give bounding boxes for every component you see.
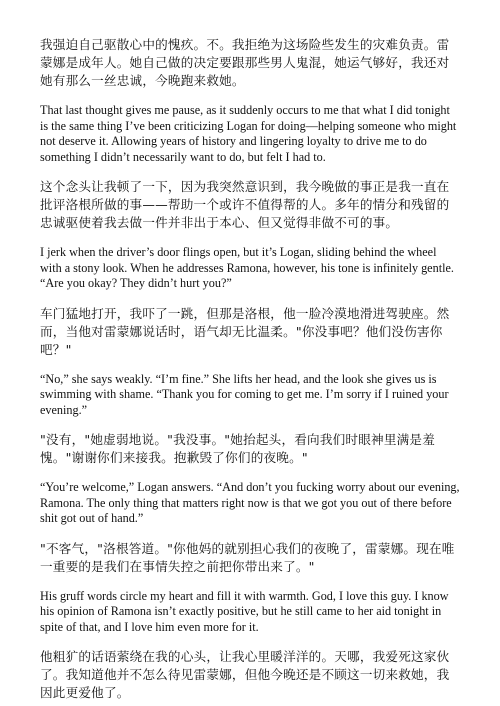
paragraph-en: “You’re welcome,” Logan answers. “And don’t you fucking worry about our evening, Ramona. The only thing that matters right now is that we got you out of there before shit got out of hand.” [40,480,460,525]
paragraph-zh: 我强迫自己驱散心中的愧疚。不。我拒绝为这场险些发生的灾难负责。雷蒙娜是成年人。她自己做的决定要跟那些男人鬼混，她运气够好，我还对她有那么一丝忠诚，今晚跑来救她。 [40,37,450,88]
paragraph-en: “No,” she says weakly. “I’m fine.” She lifts her head, and the look she gives us is swimming with shame. “Thank you for coming to get me. I’m sorry if I ruined your evening.” [40,371,449,417]
paragraph-zh: "没有，"她虚弱地说。"我没事。"她抬起头，看向我们时眼神里满是羞愧。"谢谢你们来接我。抱歉毁了你们的夜晚。" [40,432,435,465]
paragraph-zh: 他粗犷的话语萦绕在我的心头，让我心里暖洋洋的。天哪，我爱死这家伙了。我知道他并不怎么待见雷蒙娜，但他今晚还是不顾这一切来救她，我因此更爱他了。 [40,649,450,700]
paragraph-en: His gruff words circle my heart and fill it with warmth. God, I love this guy. I know his opinion of Ramona isn’t exactly positive, but he still came to her aid tonight in spite of that, and I love him even more for it. [40,588,449,634]
paragraph-en: That last thought gives me pause, as it suddenly occurs to me that what I did tonight is the same thing I’ve been criticizing Logan for doing—helping someone who might not deserve it. Allowing years of history and lingering loyalty to drive me to do something I didn’t necessarily want to do, but felt I had to. [40,103,457,164]
paragraph-zh: 这个念头让我顿了一下，因为我突然意识到，我今晚做的事正是我一直在批评洛根所做的事——帮助一个或许不值得帮的人。多年的情分和残留的忠诚驱使着我去做一件并非出于本心、但又觉得非做不可的事。 [40,179,450,230]
paragraph-zh: "不客气，"洛根答道。"你他妈的就别担心我们的夜晚了，雷蒙娜。现在唯一重要的是我们在事情失控之前把你带出来了。" [40,540,455,574]
paragraph-en: I jerk when the driver’s door flings open, but it’s Logan, sliding behind the wheel with a stony look. When he addresses Ramona, however, his tone is infinitely gentle. “Are you okay? They didn’t hurt you?” [40,245,454,290]
paragraph-zh: 车门猛地打开，我吓了一跳，但那是洛根，他一脸冷漠地滑进驾驶座。然而，当他对雷蒙娜说话时，语气却无比温柔。"你没事吧？他们没伤害你吧？" [40,305,450,357]
